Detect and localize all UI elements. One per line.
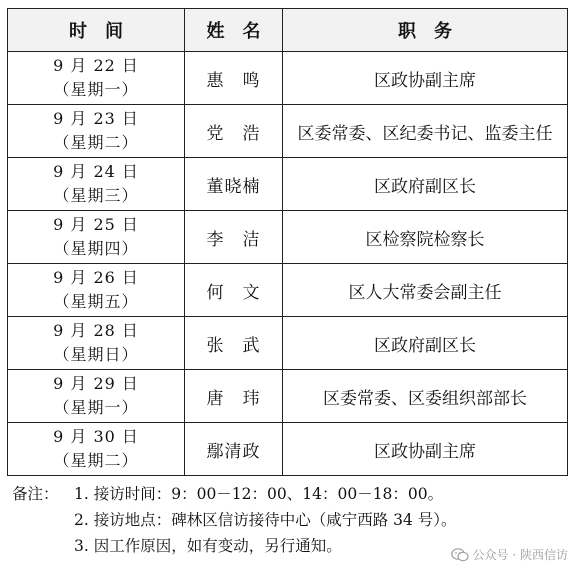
name-cell: 鄢清政: [185, 423, 283, 476]
weekday-text: （星期一）: [53, 398, 139, 417]
time-cell: [8, 264, 185, 317]
table-row: [8, 423, 568, 476]
role-cell: 区政协副主席: [283, 52, 568, 105]
notes-label: 备注：: [12, 485, 59, 503]
note-line: [12, 507, 572, 533]
role-cell: 区委常委、区纪委书记、监委主任: [283, 105, 568, 158]
table-row: [8, 370, 568, 423]
name-cell: 张 武: [185, 317, 283, 370]
role-cell: 区政府副区长: [283, 317, 568, 370]
date-text: 9 月 26 日: [53, 268, 139, 287]
table-row: [8, 158, 568, 211]
name-cell: 唐 玮: [185, 370, 283, 423]
role-cell: 区政府副区长: [283, 158, 568, 211]
weekday-text: （星期四）: [53, 239, 139, 258]
role-cell: 区政协副主席: [283, 423, 568, 476]
weekday-text: （星期三）: [53, 186, 139, 205]
date-text: 9 月 29 日: [53, 374, 139, 393]
table-row: [8, 211, 568, 264]
watermark-text: 公众号 · 陕西信访: [472, 548, 568, 562]
time-cell: [8, 317, 185, 370]
time-cell: [8, 211, 185, 264]
time-cell: [8, 52, 185, 105]
table-header-row: [8, 9, 568, 52]
role-cell: 区检察院检察长: [283, 211, 568, 264]
weekday-text: （星期五）: [53, 292, 139, 311]
date-text: 9 月 30 日: [53, 427, 139, 446]
date-text: 9 月 28 日: [53, 321, 139, 340]
role-cell: 区委常委、区委组织部部长: [283, 370, 568, 423]
wechat-icon: [451, 548, 469, 562]
time-cell: [8, 370, 185, 423]
date-text: 9 月 24 日: [53, 162, 139, 181]
note-item: 3. 因工作原因，如有变动，另行通知。: [74, 537, 342, 555]
weekday-text: （星期二）: [53, 451, 139, 470]
weekday-text: （星期二）: [53, 133, 139, 152]
table-row: [8, 52, 568, 105]
date-text: 9 月 25 日: [53, 215, 139, 234]
header-time: 时 间: [8, 9, 185, 52]
time-cell: [8, 158, 185, 211]
name-cell: 李 洁: [185, 211, 283, 264]
weekday-text: （星期一）: [53, 80, 139, 99]
name-cell: 何 文: [185, 264, 283, 317]
table-row: [8, 105, 568, 158]
date-text: 9 月 23 日: [53, 109, 139, 128]
weekday-text: （星期日）: [53, 345, 139, 364]
table-row: [8, 264, 568, 317]
name-cell: 党 浩: [185, 105, 283, 158]
role-cell: 区人大常委会副主任: [283, 264, 568, 317]
name-cell: 董晓楠: [185, 158, 283, 211]
note-item: 1. 接访时间：9：00－12：00、14：00－18：00。: [74, 485, 444, 503]
wechat-watermark: [451, 546, 568, 563]
header-name: 姓 名: [185, 9, 283, 52]
note-line: [12, 481, 572, 507]
name-cell: 惠 鸣: [185, 52, 283, 105]
table-row: [8, 317, 568, 370]
time-cell: [8, 105, 185, 158]
header-role: 职 务: [283, 9, 568, 52]
reception-schedule-table: [7, 8, 568, 476]
note-item: 2. 接访地点：碑林区信访接待中心（咸宁西路 34 号）。: [74, 511, 457, 529]
date-text: 9 月 22 日: [53, 56, 139, 75]
time-cell: [8, 423, 185, 476]
